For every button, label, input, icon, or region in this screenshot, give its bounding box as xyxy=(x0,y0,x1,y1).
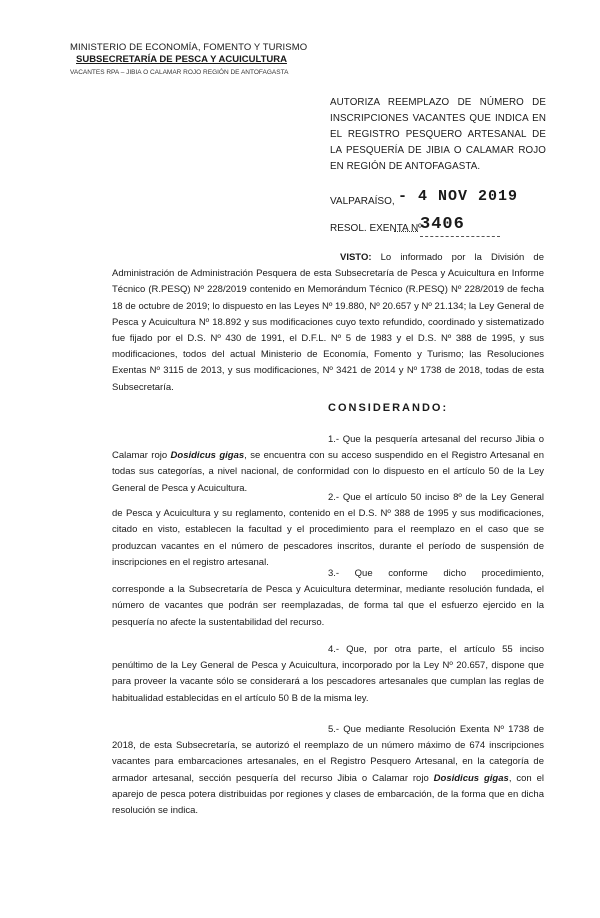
considerando-2 xyxy=(112,490,544,571)
c5-text-b: , con el aparejo de pesca potera distribuidas por regiones y clases de embarcación, de la forma que en dicha resolución se indica. xyxy=(112,772,544,817)
visto-label: VISTO: xyxy=(340,252,372,263)
c3-text: 3.- Que conforme dicho procedimiento, corresponde a la Subsecretaría de Pesca y Acuicultura determinar, mediante resolución fundada, el número de vacantes que podrán ser reemplazadas, de forma tal que el esfuerzo ejercido en la pesquería no afecte la sustentabilidad del recurso. xyxy=(112,568,544,628)
c2-text: 2.- Que el artículo 50 inciso 8º de la Ley General de Pesca y Acuicultura y su reglamento, contenido en el D.S. Nº 388 de 1995 y sus modificaciones, citado en visto, establecen la facultad y el procedimiento para el reemplazo en el caso que se produzcan vacantes en el número de pescadores inscritos, durante el período de suspensión de inscripciones en el registro artesanal. xyxy=(112,492,544,568)
c1-text-b: , se encuentra con su acceso suspendido en el Registro Artesanal en todas sus categorías, a nivel nacional, de conformidad con lo dispuesto en el artículo 50 de la Ley General de Pesca y Acuicultura. xyxy=(112,450,544,494)
dashed-line xyxy=(420,236,500,237)
c5-species: Dosidicus gigas xyxy=(433,772,509,784)
date-stamp: - 4 NOV 2019 xyxy=(398,188,519,205)
resolution-summary: AUTORIZA REEMPLAZO DE NÚMERO DE INSCRIPCIONES VACANTES QUE INDICA EN EL REGISTRO PESQUERO ARTESANAL DE LA PESQUERÍA DE JIBIA O CALAMAR ROJO EN REGIÓN DE ANTOFAGASTA. xyxy=(330,97,546,172)
considerando-5 xyxy=(112,722,544,819)
c1-species: Dosidicus gigas xyxy=(170,450,245,462)
resolution-number-stamp: 3406 xyxy=(420,215,465,234)
visto-text: Lo informado por la División de Administración de Administración Pesquera de esta Subsecretaría de Pesca y Acuicultura en Informe Técnico (R.PESQ) Nº 228/2019 contenido en Memorándum Técnico (R.PESQ) Nº 228/2019 de fecha 18 de octubre de 2019; lo dispuesto en las Leyes Nº 19.880, Nº 20.657 y Nº 21.134; la Ley General de Pesca y Acuicultura Nº 18.892 y sus modificaciones cuyo texto refundido, coordinado y sistematizado fue fijado por el D.S. Nº 430 de 1991, el D.F.L. Nº 5 de 1983 y el D.S. Nº 388 de 1995, y sus modificaciones, todos del actual Ministerio de Economía, Fomento y Turismo; las Resoluciones Exentas Nº 3115 de 2013, y sus modificaciones, Nº 3421 de 2014 y Nº 1738 de 2018, todas de esta Subsecretaría. xyxy=(112,252,544,393)
considerando-title: CONSIDERANDO: xyxy=(328,402,449,414)
resolution-number xyxy=(330,215,550,239)
subsecretaria-name: SUBSECRETARÍA DE PESCA Y ACUICULTURA xyxy=(76,54,287,65)
considerando-4 xyxy=(112,642,544,707)
c4-text: 4.- Que, por otra parte, el artículo 55 inciso penúltimo de la Ley General de Pesca y Acuicultura, incorporado por la Ley Nº 20.657, dispone que para proveer la vacante sólo se considerará a los pescadores artesanales que cumplan las reglas de habitualidad establecidas en el artículo 50 B de la misma ley. xyxy=(112,644,544,704)
reference-line: VACANTES RPA – JIBIA O CALAMAR ROJO REGIÓN DE ANTOFAGASTA xyxy=(70,69,289,76)
ministry-name: MINISTERIO DE ECONOMÍA, FOMENTO Y TURISMO xyxy=(70,42,308,53)
considerando-1 xyxy=(112,432,544,497)
considerando-3 xyxy=(112,566,544,631)
place-date xyxy=(330,188,550,210)
visto-paragraph xyxy=(112,250,544,396)
resolution-label: RESOL. EXENTA Nº xyxy=(330,223,422,234)
c1-text-a: 1.- Que la pesquería artesanal del recurso Jibia o Calamar rojo xyxy=(112,434,544,462)
dotted-line xyxy=(394,231,418,232)
c5-text-a: 5.- Que mediante Resolución Exenta Nº 1738 de 2018, de esta Subsecretaría, se autorizó el reemplazo de un número máximo de 674 inscripciones vacantes para embarcaciones artesanales, en el Registro Pesquero Artesanal, en la categoría de armador artesanal, sección pesquería del recurso Jibia o Calamar rojo xyxy=(112,724,544,784)
letterhead xyxy=(70,42,310,78)
city: VALPARAÍSO, xyxy=(330,196,395,207)
